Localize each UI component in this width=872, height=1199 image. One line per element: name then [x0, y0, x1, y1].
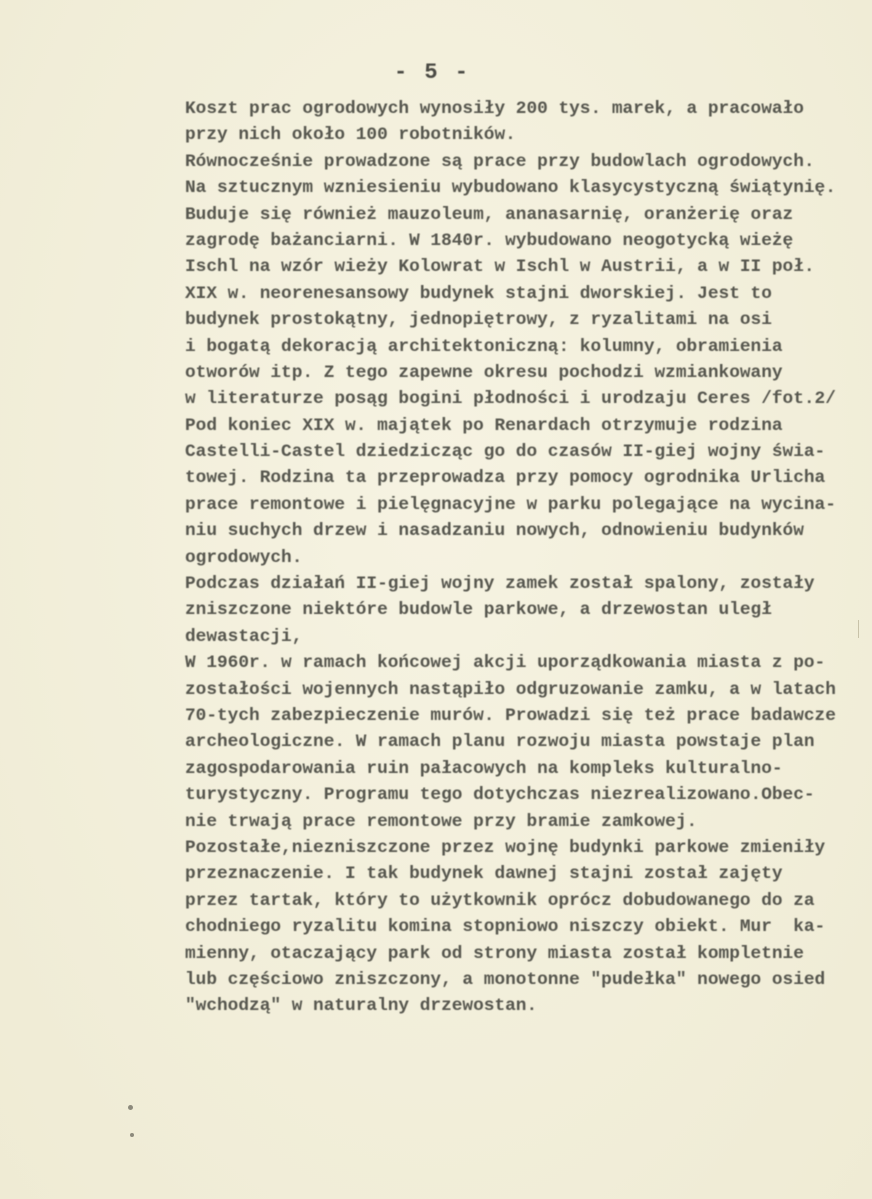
text-line: towej. Rodzina ta przeprowadza przy pomocy ogrodnika Urlicha — [185, 468, 826, 489]
text-line: Ischl na wzór wieży Kolowrat w Ischl w Austrii, a w II poł. — [185, 257, 815, 278]
text-line: niu suchych drzew i nasadzaniu nowych, odnowieniu budynków — [185, 521, 804, 542]
text-line: ogrodowych. — [185, 547, 303, 568]
text-line: turystyczny. Programu tego dotychczas niezrealizowano.Obec- — [185, 785, 815, 806]
text-line: zostałości wojennych nastąpiło odgruzowanie zamku, a w latach — [185, 679, 836, 700]
text-line: otworów itp. Z tego zapewne okresu pochodzi wzmiankowany — [185, 362, 783, 383]
punch-hole-mark — [128, 1105, 133, 1110]
text-line: XIX w. neorenesansowy budynek stajni dworskiej. Jest to — [185, 283, 772, 304]
text-line: i bogatą dekoracją architektoniczną: kolumny, obramienia — [185, 336, 783, 357]
text-line: "wchodzą" w naturalny drzewostan. — [185, 996, 538, 1017]
text-line: prace remontowe i pielęgnacyjne w parku polegające na wycina- — [185, 494, 836, 515]
text-line: w literaturze posąg bogini płodności i urodzaju Ceres /fot.2/ — [185, 389, 836, 410]
text-line: lub częściowo zniszczony, a monotonne "pudełka" nowego osied — [185, 969, 826, 990]
text-line: Koszt prac ogrodowych wynosiły 200 tys. marek, a pracowało — [185, 99, 804, 119]
text-line: Podczas działań II-giej wojny zamek został spalony, zostały — [185, 574, 815, 595]
text-line: archeologiczne. W ramach planu rozwoju miasta powstaje plan — [185, 732, 815, 753]
punch-hole-mark — [130, 1133, 134, 1137]
text-line: Pozostałe,niezniszczone przez wojnę budynki parkowe zmieniły — [185, 837, 826, 858]
text-line: budynek prostokątny, jednopiętrowy, z ryzalitami na osi — [185, 310, 772, 331]
text-line: Buduje się również mauzoleum, ananasarnię, oranżerię oraz — [185, 204, 794, 225]
text-line: mienny, otaczający park od strony miasta został kompletnie — [185, 943, 804, 964]
text-line: dewastacji, — [185, 626, 303, 647]
text-line: Pod koniec XIX w. majątek po Renardach otrzymuje rodzina — [185, 415, 783, 436]
text-line: chodniego ryzalitu komina stopniowo niszczy obiekt. Mur ka- — [185, 917, 826, 938]
page-number: - 5 - — [394, 60, 471, 85]
text-line: przy nich około 100 robotników. — [185, 125, 516, 146]
text-line: 70-tych zabezpieczenie murów. Prowadzi się też prace badawcze — [185, 705, 836, 726]
text-line: nie trwają prace remontowe przy bramie zamkowej. — [185, 811, 698, 832]
text-line: przez tartak, który to użytkownik oprócz dobudowanego do za — [185, 890, 815, 911]
text-line: zagrodę bażanciarni. W 1840r. wybudowano neogotycką wieżę — [185, 230, 794, 251]
document-body — [185, 96, 872, 1020]
text-line: Na sztucznym wzniesieniu wybudowano klasycystyczną świątynię. — [185, 178, 836, 199]
text-line: przeznaczenie. I tak budynek dawnej stajni został zajęty — [185, 864, 783, 885]
text-line: W 1960r. w ramach końcowej akcji uporządkowania miasta z po- — [185, 653, 826, 674]
text-line: zagospodarowania ruin pałacowych na kompleks kulturalno- — [185, 758, 783, 779]
paper-crease — [858, 620, 859, 638]
text-line: Równocześnie prowadzone są prace przy budowlach ogrodowych. — [185, 151, 815, 172]
text-line: Castelli-Castel dziedzicząc go do czasów II-giej wojny świa- — [185, 442, 826, 463]
text-line: zniszczone niektóre budowle parkowe, a drzewostan uległ — [185, 600, 772, 621]
